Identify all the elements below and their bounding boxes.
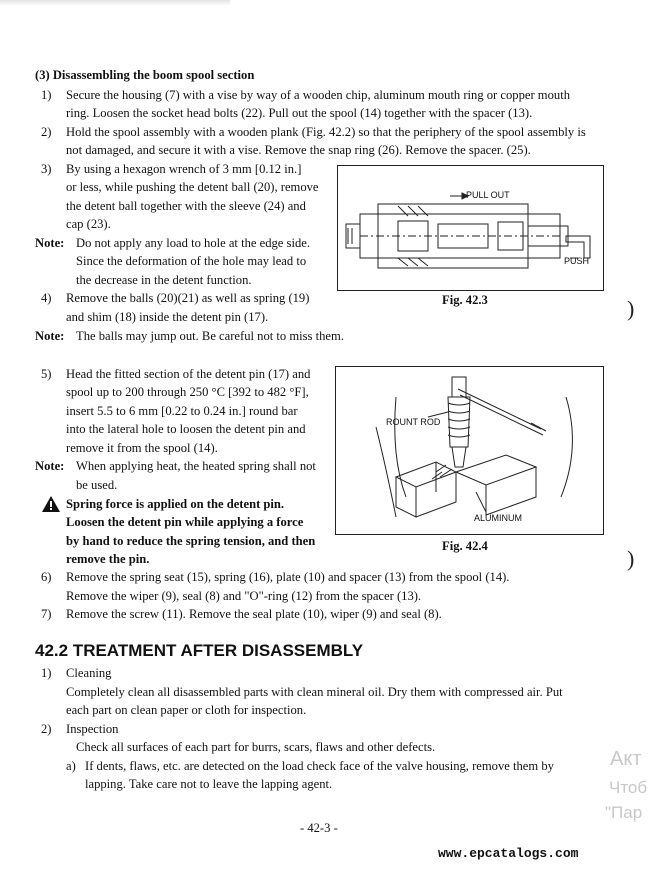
footer-url[interactable]: www.epcatalogs.com <box>438 846 579 861</box>
top-header-remnant <box>0 0 230 6</box>
margin-bracket: ) <box>627 296 635 321</box>
item-number: 2) <box>41 125 52 139</box>
warning-icon <box>41 495 61 513</box>
item-number: 1) <box>41 88 52 102</box>
item-text: Completely clean all disassembled parts with clean mineral oil. Dry them with compressed air. Put <box>66 685 563 699</box>
item-text: Remove the wiper (9), seal (8) and "O"-ring (12) from the spacer (13). <box>66 589 422 603</box>
item-text: By using a hexagon wrench of 3 mm [0.12 in.] <box>66 162 302 176</box>
item-text: spool up to 200 through 250 °C [392 to 482 °F], <box>66 385 309 399</box>
sub-item-text: lapping. Take care not to leave the lapping agent. <box>85 777 333 791</box>
warning-text: Loosen the detent pin while applying a force <box>66 515 304 529</box>
item-number: 5) <box>41 367 52 381</box>
item-text: Remove the spring seat (15), spring (16), plate (10) and spacer (13) from the spool (14). <box>66 570 510 584</box>
item-text: each part on clean paper or cloth for inspection. <box>66 703 307 717</box>
item-text: remove it from the spool (14). <box>66 441 218 455</box>
item-text: Secure the housing (7) with a vise by way of a wooden chip, aluminum mouth ring or copper mouth <box>66 88 570 102</box>
item-text: not damaged, and secure it with a vise. Remove the snap ring (26). Remove the spacer. (25). <box>66 143 531 157</box>
item-number: 4) <box>41 291 52 305</box>
item-text: Check all surfaces of each part for burrs, scars, flaws and other defects. <box>76 740 436 754</box>
heating-diagram <box>336 367 603 534</box>
overlay-text: "Пар <box>605 803 643 822</box>
note-text: When applying heat, the heated spring shall not <box>76 459 316 473</box>
aluminum-label: ALUMINUM <box>474 513 523 523</box>
warning-text: by hand to reduce the spring tension, and then <box>66 534 316 548</box>
note-text: The balls may jump out. Be careful not to miss them. <box>76 329 344 343</box>
figure-caption: Fig. 42.4 <box>442 539 488 553</box>
figure-42-4 <box>335 366 604 535</box>
note-label: Note: <box>35 459 65 473</box>
pull-out-label: PULL OUT <box>466 190 510 200</box>
item-text: Remove the screw (11). Remove the seal plate (10), wiper (9) and seal (8). <box>66 607 442 621</box>
warning-text: Spring force is applied on the detent pin. <box>66 497 285 511</box>
warning-text: remove the pin. <box>66 552 150 566</box>
note-label: Note: <box>35 329 65 343</box>
item-text: Remove the balls (20)(21) as well as spring (19) <box>66 291 310 305</box>
figure-caption: Fig. 42.3 <box>442 293 488 307</box>
item-text: Hold the spool assembly with a wooden plank (Fig. 42.2) so that the periphery of the spool assembly is <box>66 125 586 139</box>
note-text: be used. <box>76 478 118 492</box>
push-label: PUSH <box>564 256 590 266</box>
sub-item-label: a) <box>66 759 76 773</box>
item-number: 3) <box>41 162 52 176</box>
item-text: or less, while pushing the detent ball (20), remove <box>66 180 319 194</box>
margin-bracket: ) <box>627 546 635 571</box>
item-text: and shim (18) inside the detent pin (17). <box>66 310 269 324</box>
item-text: the detent ball together with the sleeve (24) and <box>66 199 306 213</box>
overlay-text: Акт <box>610 748 642 770</box>
item-number: 1) <box>41 666 52 680</box>
note-text: Do not apply any load to hole at the edge side. <box>76 236 310 250</box>
item-number: 2) <box>41 722 52 736</box>
round-rod-label: ROUNT ROD <box>386 417 441 427</box>
note-text: the decrease in the detent function. <box>76 273 252 287</box>
item-text: into the lateral hole to loosen the detent pin and <box>66 422 306 436</box>
spool-diagram <box>338 166 603 290</box>
section-heading: 42.2 TREATMENT AFTER DISASSEMBLY <box>35 641 364 660</box>
note-text: Since the deformation of the hole may lead to <box>76 254 307 268</box>
item-number: 7) <box>41 607 52 621</box>
item-text: cap (23). <box>66 217 111 231</box>
overlay-text: Чтоб <box>609 778 648 797</box>
item-title: Cleaning <box>66 666 112 680</box>
item-text: ring. Loosen the socket head bolts (22). Pull out the spool (14) together with the spacer (13). <box>66 106 533 120</box>
section-title: (3) Disassembling the boom spool section <box>35 68 255 82</box>
page-number: - 42-3 - <box>300 821 338 835</box>
item-text: Head the fitted section of the detent pin (17) and <box>66 367 311 381</box>
note-label: Note: <box>35 236 65 250</box>
item-number: 6) <box>41 570 52 584</box>
item-text: insert 5.5 to 6 mm [0.22 to 0.24 in.] round bar <box>66 404 298 418</box>
figure-42-3 <box>337 165 604 291</box>
sub-item-text: If dents, flaws, etc. are detected on the load check face of the valve housing, remove them by <box>85 759 554 773</box>
item-title: Inspection <box>66 722 119 736</box>
